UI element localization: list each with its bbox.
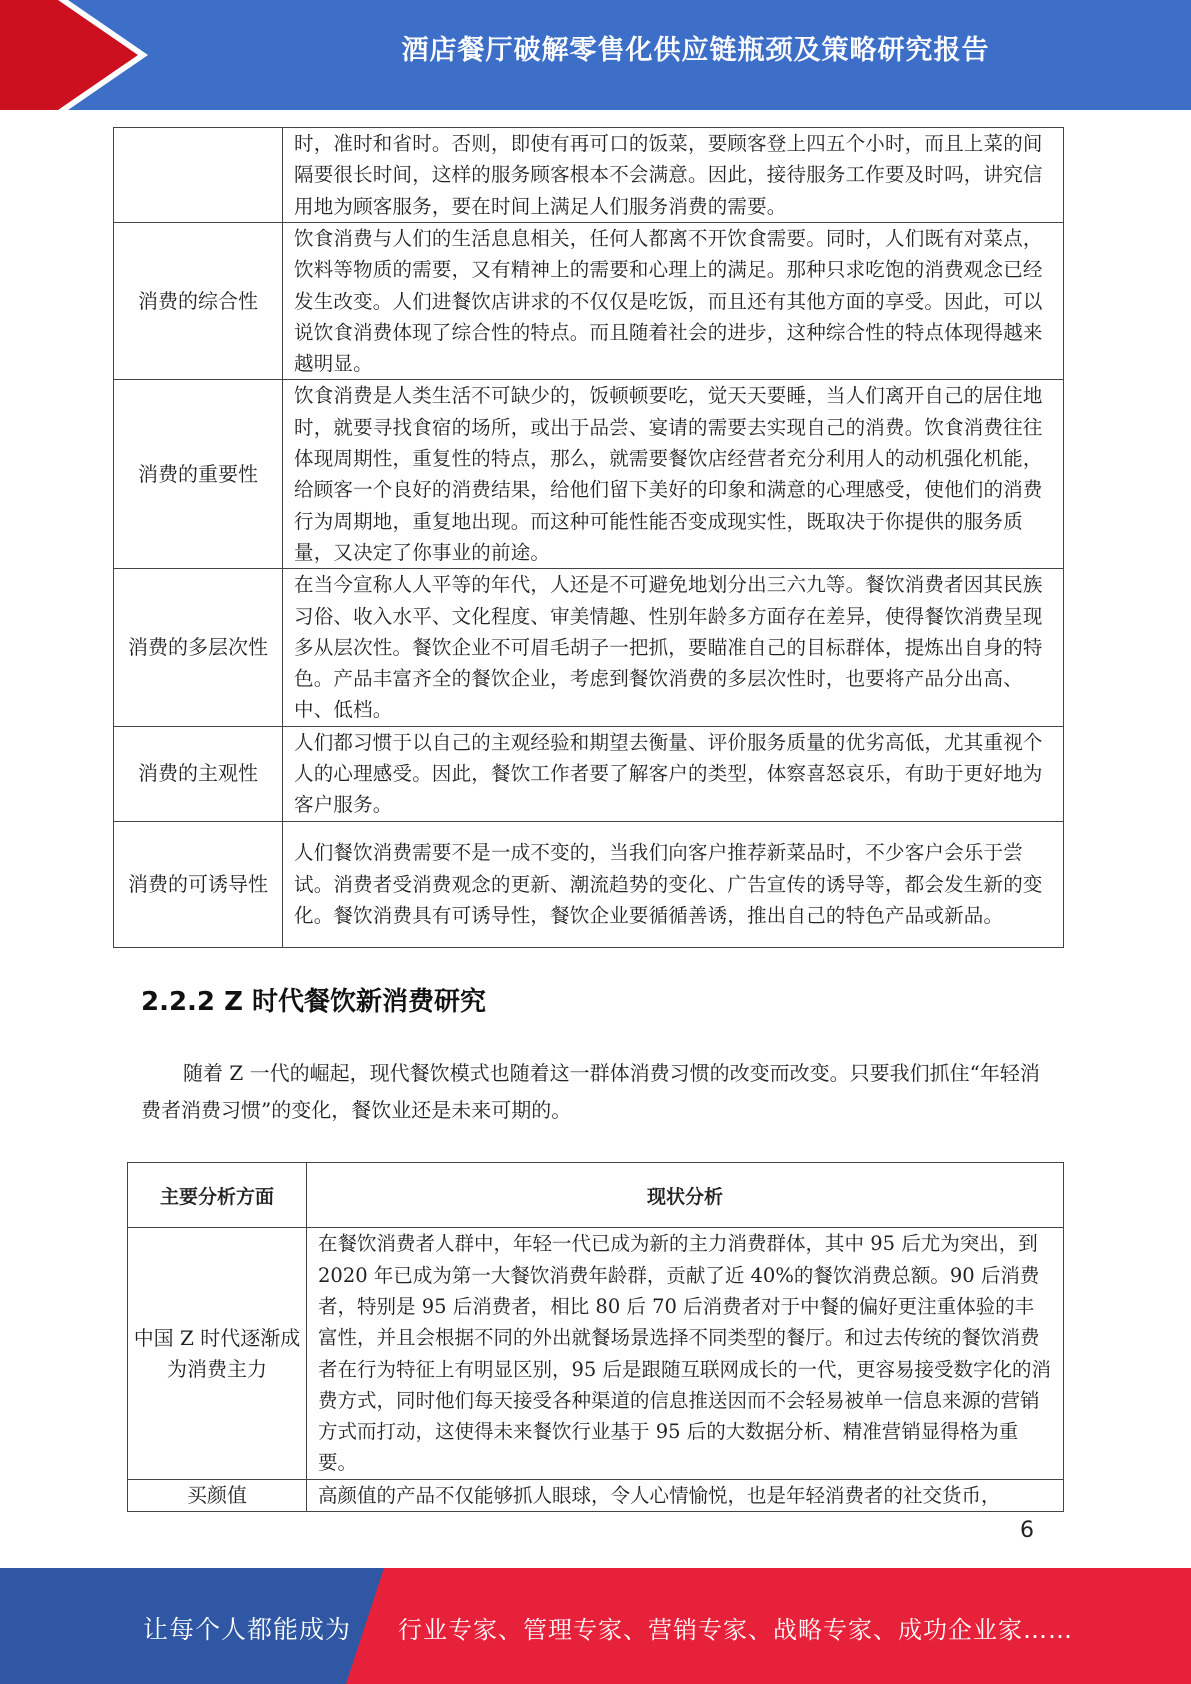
aspect-cell: 消费的重要性 — [114, 380, 283, 569]
footer-slogan-right: 行业专家、管理专家、营销专家、战略专家、成功企业家…… — [398, 1616, 1073, 1644]
aspect-cell: 消费的多层次性 — [114, 569, 283, 726]
table-row — [128, 1228, 1064, 1480]
table-row — [114, 223, 1064, 380]
section-heading: 2.2.2 Z 时代餐饮新消费研究 — [141, 987, 486, 1017]
column-header-aspect: 主要分析方面 — [128, 1163, 307, 1228]
description-cell: 在当今宣称人人平等的年代，人还是不可避免地划分出三六九等。餐饮消费者因其民族习俗、收入水平、文化程度、审美情趣、性别年龄多方面存在差异，使得餐饮消费呈现多从层次性。餐饮企业不可眉毛胡子一把抓，要瞄准自己的目标群体，提炼出自身的特色。产品丰富齐全的餐饮企业，考虑到餐饮消费的多层次性时，也要将产品分出高、中、低档。 — [283, 569, 1064, 726]
description-cell: 时，准时和省时。否则，即使有再可口的饭菜，要顾客登上四五个小时，而且上菜的间隔要很长时间，这样的服务顾客根本不会满意。因此，接待服务工作要及时吗，讲究信用地为顾客服务，要在时间上满足人们服务消费的需要。 — [283, 128, 1064, 223]
description-cell: 饮食消费是人类生活不可缺少的，饭顿顿要吃，觉天天要睡，当人们离开自己的居住地时，就要寻找食宿的场所，或出于品尝、宴请的需要去实现自己的消费。饮食消费往往体现周期性，重复性的特点，那么，就需要餐饮店经营者充分利用人的动机强化机能，给顾客一个良好的消费结果，给他们留下美好的印象和满意的心理感受，使他们的消费行为周期地，重复地出现。而这种可能性能否变成现实性，既取决于你提供的服务质量，又决定了你事业的前途。 — [283, 380, 1064, 569]
section-paragraph: 随着 Z 一代的崛起，现代餐饮模式也随着这一群体消费习惯的改变而改变。只要我们抓住“年轻消费者消费习惯”的变化，餐饮业还是未来可期的。 — [141, 1061, 1040, 1122]
description-cell: 饮食消费与人们的生活息息相关，任何人都离不开饮食需要。同时，人们既有对菜点，饮料等物质的需要，又有精神上的需要和心理上的满足。那种只求吃饱的消费观念已经发生改变。人们进餐饮店讲求的不仅仅是吃饭，而且还有其他方面的享受。因此，可以说饮食消费体现了综合性的特点。而且随着社会的进步，这种综合性的特点体现得越来越明显。 — [283, 223, 1064, 380]
table-row — [114, 569, 1064, 726]
aspect-cell: 买颜值 — [128, 1480, 307, 1512]
analysis-cell: 高颜值的产品不仅能够抓人眼球，令人心情愉悦，也是年轻消费者的社交货币， — [307, 1480, 1064, 1512]
footer-slogan-left: 让每个人都能成为 — [143, 1615, 352, 1644]
consumption-characteristics-table — [113, 127, 1064, 948]
aspect-cell: 中国 Z 时代逐渐成为消费主力 — [128, 1228, 307, 1480]
analysis-cell: 在餐饮消费者人群中，年轻一代已成为新的主力消费群体，其中 95 后尤为突出，到 2020 年已成为第一大餐饮消费年龄群，贡献了近 40%的餐饮消费总额。90 后消费者，特别是 95 后消费者，相比 80 后 70 后消费者对于中餐的偏好更注重体验的丰富性，并且会根据不同的外出就餐场景选择不同类型的餐厅。和过去传统的餐饮消费者在行为特征上有明显区别，95 后是跟随互联网成长的一代，更容易接受数字化的消费方式，同时他们每天接受各种渠道的信息推送因而不会轻易被单一信息来源的营销方式而打动，这使得未来餐饮行业基于 95 后的大数据分析、精准营销显得格为重要。 — [307, 1228, 1064, 1480]
aspect-cell: 消费的可诱导性 — [114, 821, 283, 947]
table-row — [114, 821, 1064, 947]
table-row — [128, 1480, 1064, 1512]
description-cell: 人们餐饮消费需要不是一成不变的，当我们向客户推荐新菜品时，不少客户会乐于尝试。消费者受消费观念的更新、潮流趋势的变化、广告宣传的诱导等，都会发生新的变化。餐饮消费具有可诱导性，餐饮企业要循循善诱，推出自己的特色产品或新品。 — [283, 821, 1064, 947]
table-row — [114, 726, 1064, 821]
aspect-cell: 消费的综合性 — [114, 223, 283, 380]
column-header-analysis: 现状分析 — [307, 1163, 1064, 1228]
description-cell: 人们都习惯于以自己的主观经验和期望去衡量、评价服务质量的优劣高低，尤其重视个人的心理感受。因此，餐饮工作者要了解客户的类型，体察喜怒哀乐，有助于更好地为客户服务。 — [283, 726, 1064, 821]
table-row — [114, 128, 1064, 223]
table-header-row — [128, 1163, 1064, 1228]
aspect-cell: 消费的主观性 — [114, 726, 283, 821]
aspect-cell — [114, 128, 283, 223]
page-header — [0, 0, 1191, 110]
table-row — [114, 380, 1064, 569]
page-number: 6 — [1020, 1518, 1034, 1543]
page-footer — [0, 1568, 1191, 1684]
report-title: 酒店餐厅破解零售化供应链瓶颈及策略研究报告 — [401, 35, 990, 66]
z-generation-analysis-table — [127, 1162, 1064, 1512]
